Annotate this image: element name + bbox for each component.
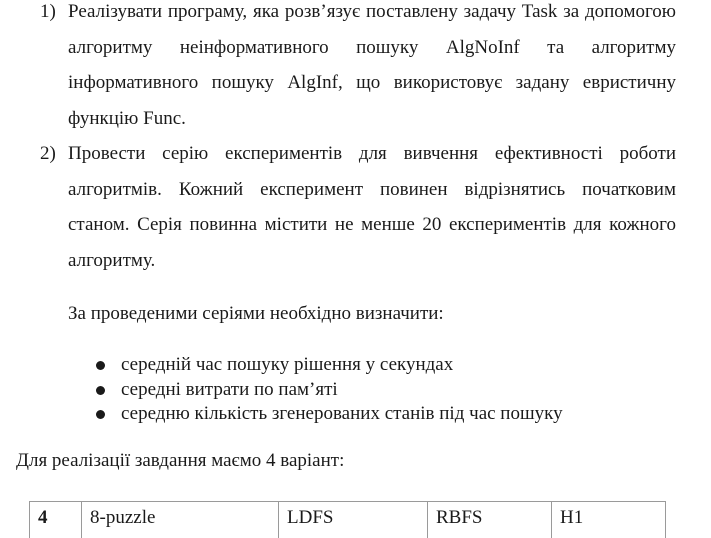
table-cell-informed-algorithm: RBFS [428,502,552,538]
bullet-dot-icon [96,410,105,419]
numbered-item-2 [0,136,711,278]
table-cell-task: 8-puzzle [82,502,279,538]
table-row [30,502,666,538]
numbered-item-1 [0,0,711,136]
bullet-dot-icon [96,386,105,395]
variant-sentence: Для реалізації завдання маємо 4 варіант: [16,450,345,471]
list-marker: 1) [40,1,56,22]
bullet-dot-icon [96,361,105,370]
list-item-text: Провести серію експериментів для вивчення ефективності роботи алгоритмів. Кожний експеримент повинен відрізнятись початковим станом. Серія повинна містити не менше 20 експериментів для кожного алгоритму. [68,143,676,271]
bullet-item [0,353,563,378]
bullet-item [0,402,563,427]
bullet-text: середню кількість згенерованих станів під час пошуку [121,403,563,424]
bullet-list [0,353,563,427]
variant-table [29,501,666,538]
table-cell-uninformed-algorithm: LDFS [279,502,428,538]
intro-paragraph: За проведеними серіями необхідно визначити: [68,303,444,324]
list-marker: 2) [40,143,56,164]
bullet-text: середній час пошуку рішення у секундах [121,354,454,375]
table-cell-heuristic: H1 [552,502,666,538]
table-cell-variant-number: 4 [30,502,82,538]
bullet-text: середні витрати по пам’яті [121,378,338,400]
bullet-item [0,378,563,403]
list-item-text: Реалізувати програму, яка розв’язує поставлену задачу Task за допомогою алгоритму неінформативного пошуку AlgNoInf та алгоритму інформативного пошуку AlgInf, що використовує задану евристичну функцію Func. [68,1,676,129]
